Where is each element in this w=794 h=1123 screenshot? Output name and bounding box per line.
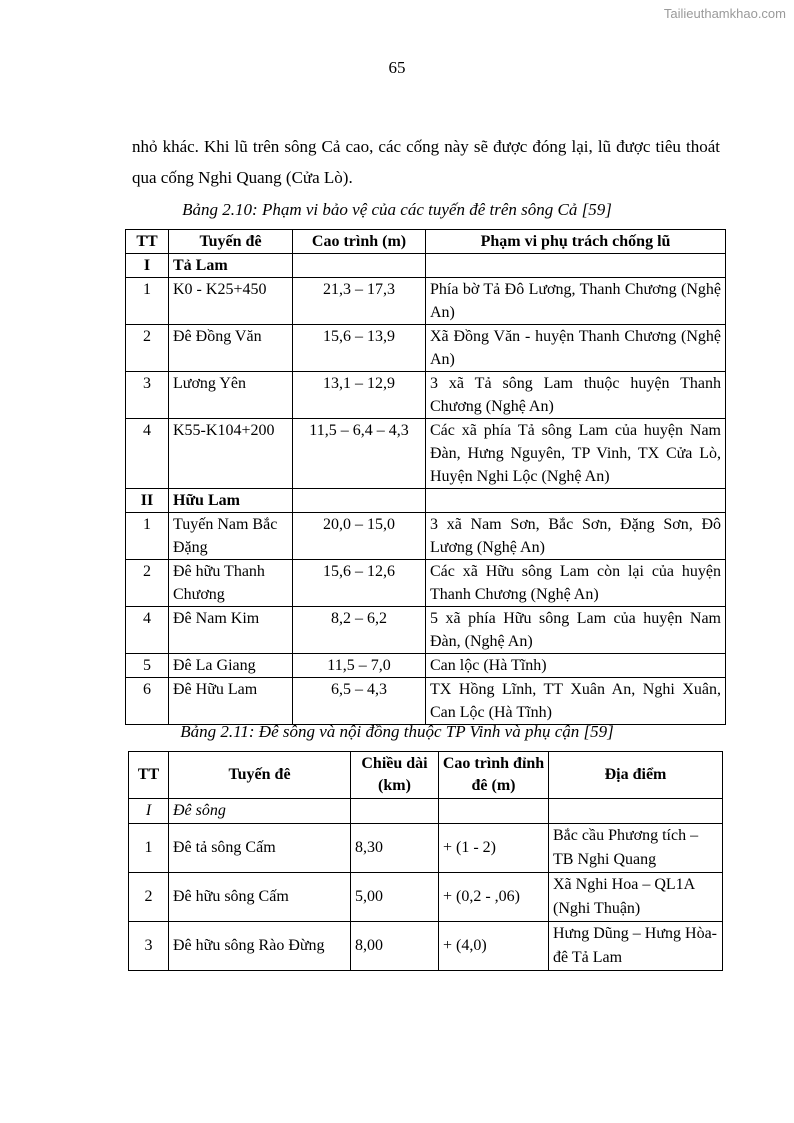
cell-scope: Các xã phía Tả sông Lam của huyện Nam Đàn, Hưng Nguyên, TP Vinh, TX Cửa Lò, Huyện Nghi Lộc (Nghệ An) bbox=[426, 419, 726, 489]
section-number: I bbox=[126, 254, 169, 278]
table-row bbox=[126, 654, 726, 678]
header-route: Tuyến đê bbox=[169, 752, 351, 799]
cell-tt: 1 bbox=[126, 278, 169, 325]
cell-route: Đê hữu sông Rào Đừng bbox=[169, 922, 351, 971]
cell-route: Đê Nam Kim bbox=[169, 607, 293, 654]
cell-tt: 2 bbox=[129, 873, 169, 922]
table-header-row bbox=[129, 752, 723, 799]
cell-route: Đê hữu Thanh Chương bbox=[169, 560, 293, 607]
table-row bbox=[126, 372, 726, 419]
table-row bbox=[129, 824, 723, 873]
header-scope: Phạm vi phụ trách chống lũ bbox=[426, 230, 726, 254]
cell-tt: 4 bbox=[126, 607, 169, 654]
cell-tt: 1 bbox=[126, 513, 169, 560]
cell-elevation: 11,5 – 6,4 – 4,3 bbox=[293, 419, 426, 489]
header-tt: TT bbox=[129, 752, 169, 799]
cell-tt: 2 bbox=[126, 560, 169, 607]
header-location: Địa điểm bbox=[549, 752, 723, 799]
header-tt: TT bbox=[126, 230, 169, 254]
cell-elevation: 20,0 – 15,0 bbox=[293, 513, 426, 560]
cell-elevation: + (0,2 - ,06) bbox=[439, 873, 549, 922]
cell-length: 8,30 bbox=[351, 824, 439, 873]
cell-length: 8,00 bbox=[351, 922, 439, 971]
section-number: II bbox=[126, 489, 169, 513]
cell-route: Đê hữu sông Cấm bbox=[169, 873, 351, 922]
table-header-row bbox=[126, 230, 726, 254]
cell-scope: 3 xã Nam Sơn, Bắc Sơn, Đặng Sơn, Đô Lương (Nghệ An) bbox=[426, 513, 726, 560]
cell-scope: 5 xã phía Hữu sông Lam của huyện Nam Đàn, (Nghệ An) bbox=[426, 607, 726, 654]
section-row-de-song bbox=[129, 799, 723, 824]
cell-elevation: 6,5 – 4,3 bbox=[293, 678, 426, 725]
table-row bbox=[126, 325, 726, 372]
section-name: Đê sông bbox=[169, 799, 351, 824]
cell-tt: 2 bbox=[126, 325, 169, 372]
cell-elevation: 8,2 – 6,2 bbox=[293, 607, 426, 654]
table-row bbox=[129, 922, 723, 971]
vinh-dikes-table bbox=[128, 751, 723, 971]
section-name: Tả Lam bbox=[169, 254, 293, 278]
cell-elevation: 21,3 – 17,3 bbox=[293, 278, 426, 325]
cell-tt: 3 bbox=[126, 372, 169, 419]
page-number: 65 bbox=[388, 58, 406, 77]
cell-scope: 3 xã Tả sông Lam thuộc huyện Thanh Chương (Nghệ An) bbox=[426, 372, 726, 419]
section-row-ta-lam bbox=[126, 254, 726, 278]
cell-tt: 1 bbox=[129, 824, 169, 873]
cell-elevation: 11,5 – 7,0 bbox=[293, 654, 426, 678]
cell-scope: Các xã Hữu sông Lam còn lại của huyện Thanh Chương (Nghệ An) bbox=[426, 560, 726, 607]
cell-tt: 5 bbox=[126, 654, 169, 678]
cell-tt: 3 bbox=[129, 922, 169, 971]
cell-elevation: 13,1 – 12,9 bbox=[293, 372, 426, 419]
cell-elevation: 15,6 – 13,9 bbox=[293, 325, 426, 372]
cell-route: K55-K104+200 bbox=[169, 419, 293, 489]
table-row bbox=[126, 678, 726, 725]
cell-length: 5,00 bbox=[351, 873, 439, 922]
cell-location: Hưng Dũng – Hưng Hòa- đê Tả Lam bbox=[549, 922, 723, 971]
cell-scope: Xã Đồng Văn - huyện Thanh Chương (Nghệ An) bbox=[426, 325, 726, 372]
cell-route: Đê tả sông Cấm bbox=[169, 824, 351, 873]
cell-scope: Phía bờ Tả Đô Lương, Thanh Chương (Nghệ An) bbox=[426, 278, 726, 325]
cell-route: K0 - K25+450 bbox=[169, 278, 293, 325]
table-row bbox=[129, 873, 723, 922]
watermark: Tailieuthamkhao.com bbox=[663, 6, 786, 21]
cell-tt: 6 bbox=[126, 678, 169, 725]
cell-route: Đê La Giang bbox=[169, 654, 293, 678]
table2-caption: Bảng 2.11: Đê sông và nội đồng thuộc TP Vinh và phụ cận [59] bbox=[180, 722, 614, 741]
section-name: Hữu Lam bbox=[169, 489, 293, 513]
cell-elevation: + (1 - 2) bbox=[439, 824, 549, 873]
cell-scope: TX Hồng Lĩnh, TT Xuân An, Nghi Xuân, Can Lộc (Hà Tĩnh) bbox=[426, 678, 726, 725]
cell-route: Tuyến Nam Bắc Đặng bbox=[169, 513, 293, 560]
table-row bbox=[126, 607, 726, 654]
header-elevation: Cao trình (m) bbox=[293, 230, 426, 254]
table-row bbox=[126, 419, 726, 489]
cell-elevation: 15,6 – 12,6 bbox=[293, 560, 426, 607]
cell-route: Đê Đồng Văn bbox=[169, 325, 293, 372]
section-row-huu-lam bbox=[126, 489, 726, 513]
body-paragraph: nhỏ khác. Khi lũ trên sông Cả cao, các cống này sẽ được đóng lại, lũ được tiêu thoát qua cống Nghi Quang (Cửa Lò). bbox=[132, 137, 720, 187]
section-number: I bbox=[129, 799, 169, 824]
cell-tt: 4 bbox=[126, 419, 169, 489]
cell-route: Đê Hữu Lam bbox=[169, 678, 293, 725]
header-length: Chiều dài (km) bbox=[351, 752, 439, 799]
table-row bbox=[126, 560, 726, 607]
table-row bbox=[126, 513, 726, 560]
cell-location: Xã Nghi Hoa – QL1A (Nghi Thuận) bbox=[549, 873, 723, 922]
cell-location: Bắc cầu Phương tích – TB Nghi Quang bbox=[549, 824, 723, 873]
table1-caption: Bảng 2.10: Phạm vi bảo vệ của các tuyến đê trên sông Cả [59] bbox=[182, 200, 612, 219]
cell-elevation: + (4,0) bbox=[439, 922, 549, 971]
header-crest-elevation: Cao trình đỉnh đê (m) bbox=[439, 752, 549, 799]
table-row bbox=[126, 278, 726, 325]
flood-scope-table bbox=[125, 229, 726, 725]
cell-scope: Can lộc (Hà Tĩnh) bbox=[426, 654, 726, 678]
header-route: Tuyến đê bbox=[169, 230, 293, 254]
cell-route: Lương Yên bbox=[169, 372, 293, 419]
